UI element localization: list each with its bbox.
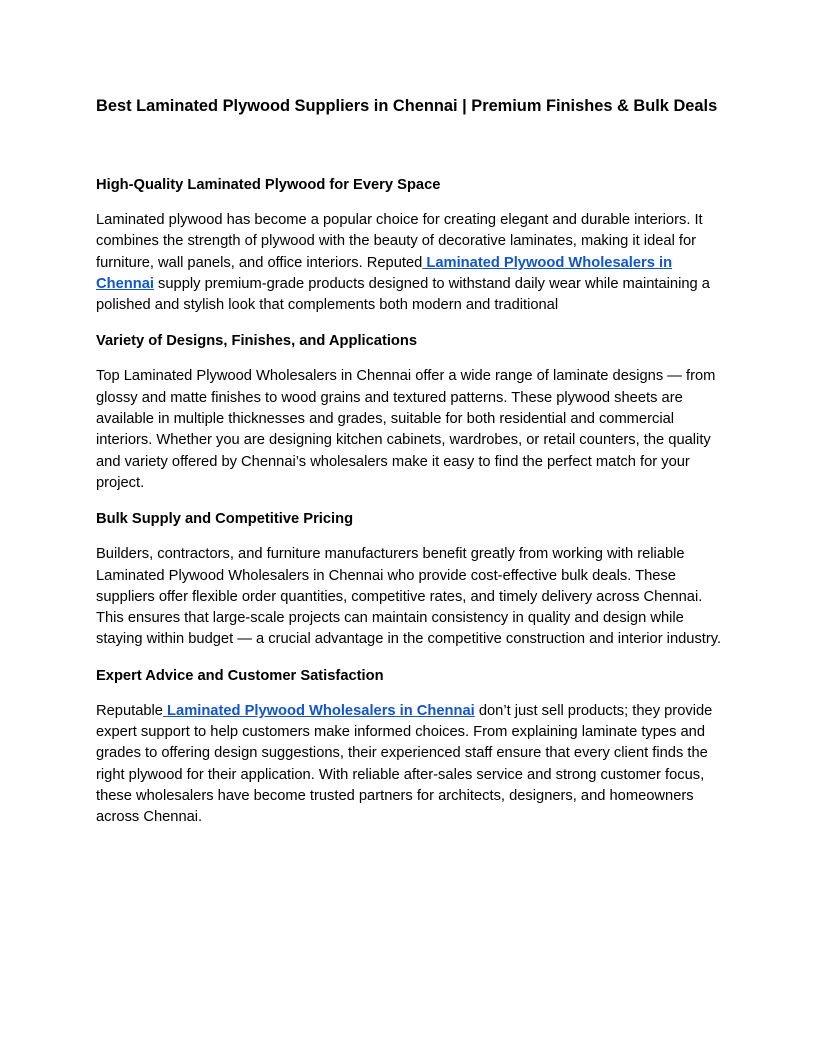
wholesalers-link[interactable]: Laminated Plywood Wholesalers in Chennai xyxy=(96,254,673,292)
section-paragraph-expert xyxy=(96,701,726,829)
paragraph-text: don’t just sell products; they provide expert support to help customers make informed choices. From explaining laminate types and grades to offering design suggestions, their experienced staff ensure that every client finds the right plywood for their application. With reliable after-sales service and strong customer focus, these wholesalers have become trusted partners for architects, designers, and homeowners across Chennai. xyxy=(96,702,713,826)
section-paragraph-quality xyxy=(96,210,726,316)
paragraph-text: Reputable xyxy=(96,702,163,719)
section-heading-variety: Variety of Designs, Finishes, and Applications xyxy=(96,333,418,350)
paragraph-text: supply premium-grade products designed to withstand daily wear while maintaining a polished and stylish look that complements both modern and traditional xyxy=(96,275,710,314)
paragraph-text: Laminated plywood has become a popular choice for creating elegant and durable interiors. It combines the strength of plywood with the beauty of decorative laminates, making it ideal for furniture, wall panels, and office interiors. Reputed xyxy=(96,212,703,271)
section-heading-quality: High-Quality Laminated Plywood for Every Space xyxy=(96,177,441,193)
section-heading-bulk: Bulk Supply and Competitive Pricing xyxy=(96,511,354,528)
wholesalers-link[interactable]: Laminated Plywood Wholesalers in Chennai xyxy=(162,702,475,719)
section-heading-expert: Expert Advice and Customer Satisfaction xyxy=(96,667,384,684)
section-paragraph-bulk: Builders, contractors, and furniture manufacturers benefit greatly from working with reliable Laminated Plywood Wholesalers in Chennai who provide cost-effective bulk deals. These suppliers offer flexible order quantities, competitive rates, and timely delivery across Chennai. This ensures that large-scale projects can maintain consistency in quality and design while staying within budget — a crucial advantage in the competitive construction and interior industry. xyxy=(96,546,722,648)
document-page xyxy=(96,94,726,843)
document-title: Best Laminated Plywood Suppliers in Chennai | Premium Finishes & Bulk Deals xyxy=(96,97,718,115)
section-paragraph-variety: Top Laminated Plywood Wholesalers in Chennai offer a wide range of laminate designs — from glossy and matte finishes to wood grains and textured patterns. These plywood sheets are available in multiple thicknesses and grades, suitable for both residential and commercial interiors. Whether you are designing kitchen cabinets, wardrobes, or retail counters, the quality and variety offered by Chennai’s wholesalers make it easy to find the perfect match for your project. xyxy=(96,368,716,491)
